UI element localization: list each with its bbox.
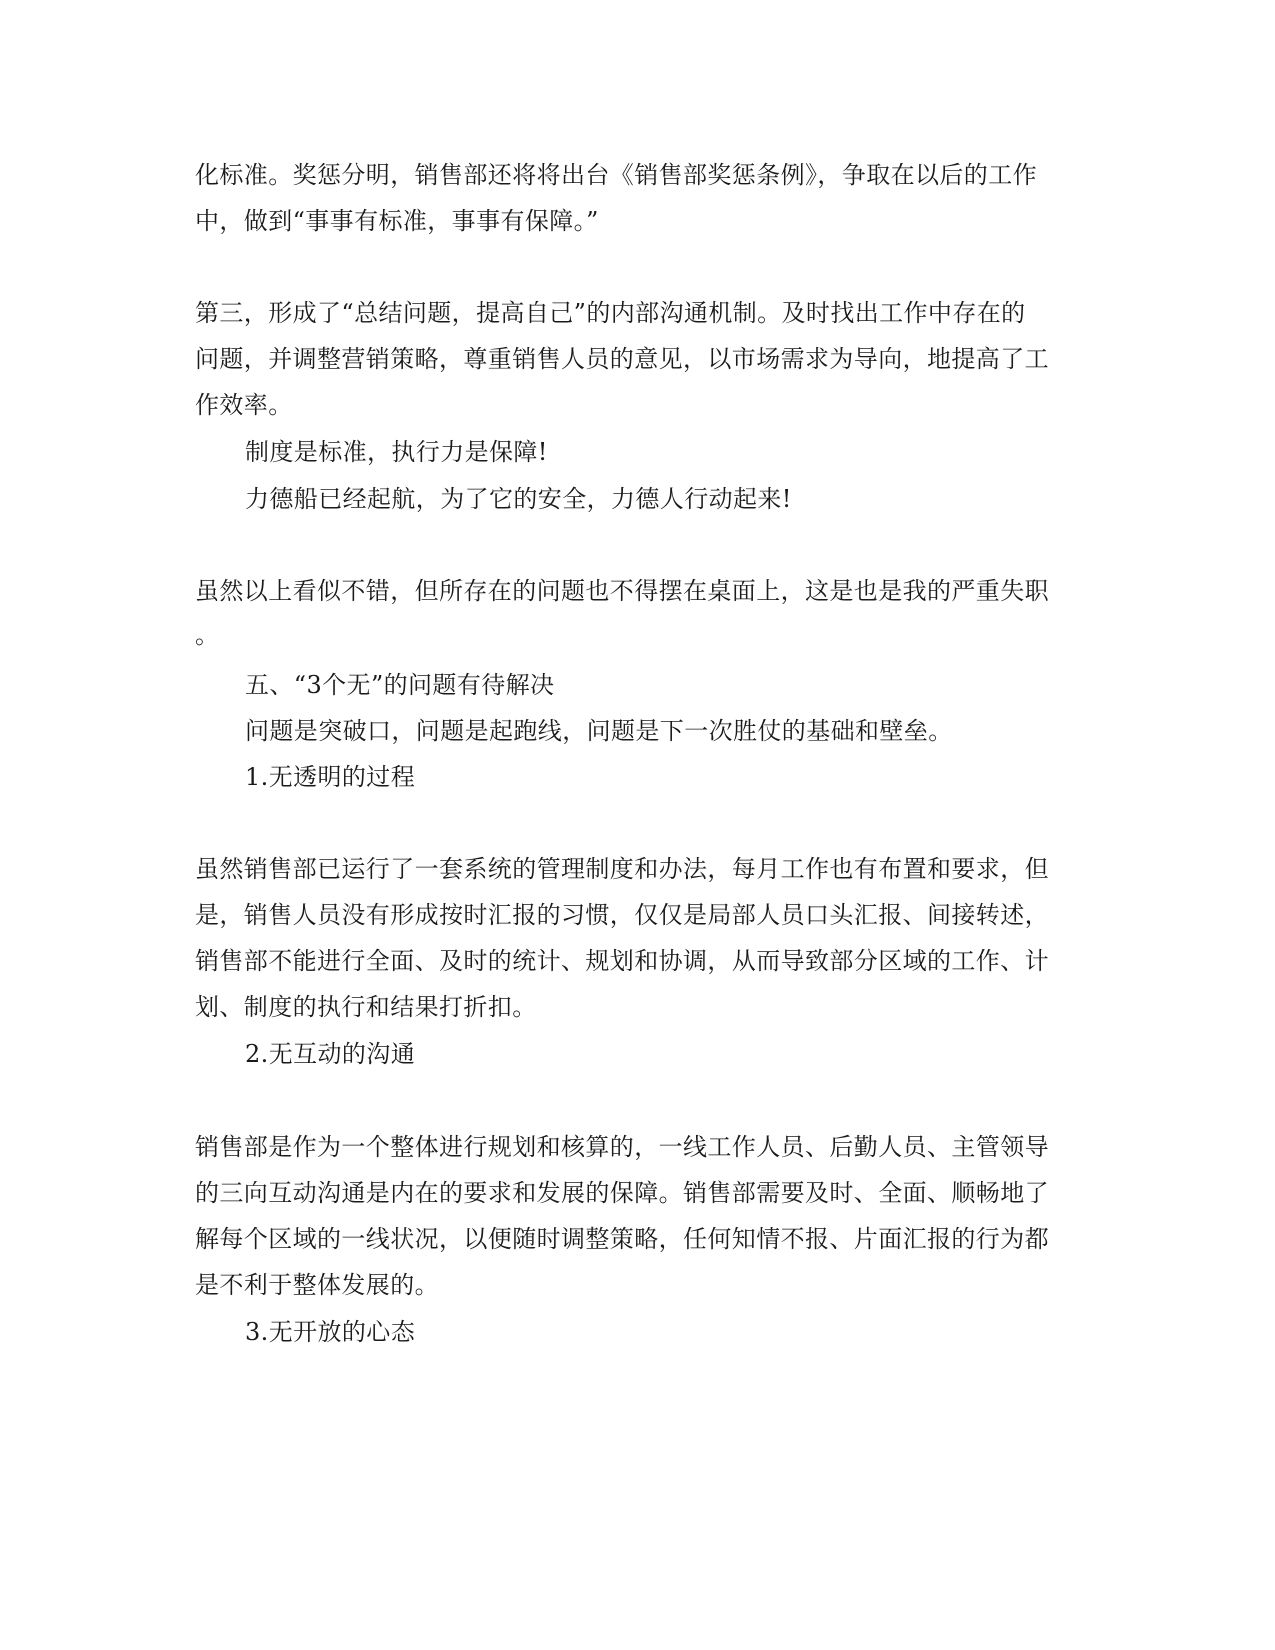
text-line-20: 解每个区域的一线状况，以便随时调整策略，任何知情不报、片面汇报的行为都 <box>195 1225 1049 1253</box>
text-line-6: 制度是标准，执行力是保障! <box>245 438 548 466</box>
text-line-1: 化标准。奖惩分明，销售部还将将出台《销售部奖惩条例》，争取在以后的工作 <box>195 161 1037 189</box>
subheading-3: 3.无开放的心态 <box>245 1318 416 1346</box>
section-heading: 五、“3个无”的问题有待解决 <box>245 671 555 699</box>
text-line-13: 虽然销售部已运行了一套系统的管理制度和办法，每月工作也有布置和要求，但 <box>195 855 1049 883</box>
text-line-18: 销售部是作为一个整体进行规划和核算的，一线工作人员、后勤人员、主管领导 <box>195 1133 1049 1161</box>
subheading-2: 2.无互动的沟通 <box>245 1040 416 1068</box>
text-line-15: 销售部不能进行全面、及时的统计、规划和协调，从而导致部分区域的工作、计 <box>195 947 1049 975</box>
text-line-11: 问题是突破口，问题是起跑线，问题是下一次胜仗的基础和壁垒。 <box>245 717 953 745</box>
text-line-14: 是，销售人员没有形成按时汇报的习惯，仅仅是局部人员口头汇报、间接转述， <box>195 901 1049 929</box>
text-line-21: 是不利于整体发展的。 <box>195 1271 439 1299</box>
text-line-8: 虽然以上看似不错，但所存在的问题也不得摆在桌面上，这是也是我的严重失职 <box>195 577 1049 605</box>
text-line-2: 中，做到“事事有标准，事事有保障。” <box>195 207 599 235</box>
text-line-16: 划、制度的执行和结果打折扣。 <box>195 993 537 1021</box>
text-line-19: 的三向互动沟通是内在的要求和发展的保障。销售部需要及时、全面、顺畅地了 <box>195 1179 1049 1207</box>
text-line-7: 力德船已经起航，为了它的安全，力德人行动起来! <box>245 485 792 513</box>
subheading-1: 1.无透明的过程 <box>245 763 416 791</box>
text-line-5: 作效率。 <box>195 391 293 419</box>
text-line-9: 。 <box>195 621 220 649</box>
text-line-3: 第三，形成了“总结问题，提高自己”的内部沟通机制。及时找出工作中存在的 <box>195 299 1026 327</box>
text-line-4: 问题，并调整营销策略，尊重销售人员的意见，以市场需求为导向，地提高了工 <box>195 345 1049 373</box>
